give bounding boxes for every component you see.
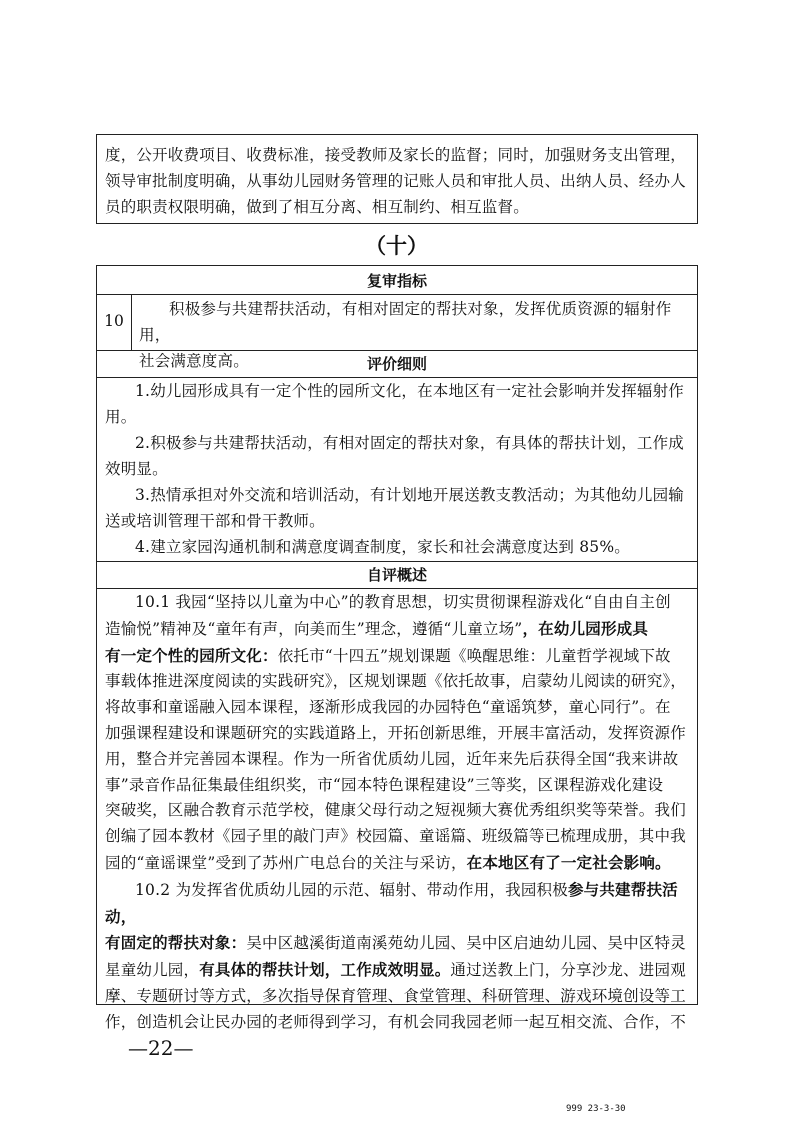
page-number: —22— xyxy=(128,1036,194,1060)
evaluation-table xyxy=(96,265,698,1031)
divider xyxy=(97,350,697,351)
criteria-list xyxy=(105,378,695,560)
section-title: （十） xyxy=(365,234,428,258)
continuation-box xyxy=(96,134,698,224)
self-eval-line: 摩、专题研讨等方式，多次指导保育管理、食堂管理、科研管理、游戏环境创设等工 xyxy=(105,986,686,1005)
text-line: 社会满意度高。 xyxy=(139,352,249,370)
self-eval-line: 用，整合并完善园本课程。作为一所省优质幼儿园，近年来先后获得全国“我来讲故 xyxy=(105,749,679,768)
self-eval-line: 10.1 我园“坚持以儿童为中心”的教育思想，切实贯彻课程游戏化“自由自主创 xyxy=(135,593,671,611)
self-eval-line: 有一定个性的园所文化：依托市“十四五”规划课题《唤醒思维：儿童哲学视域下故 xyxy=(105,645,671,665)
criteria-line: 2.积极参与共建帮扶活动，有相对固定的帮扶对象，有具体的帮扶计划，工作成 xyxy=(135,434,684,452)
self-eval-line: 事”录音作品征集最佳组织奖，市“园本特色课程建设”三等奖，区课程游戏化建设 xyxy=(105,775,664,794)
text-line: 积极参与共建帮扶活动，有相对固定的帮扶对象，发挥优质资源的辐射作用， xyxy=(139,300,672,344)
self-eval-line: 作，创造机会让民办园的老师得到学习，有机会同我园老师一起互相交流、合作，不 xyxy=(105,1012,686,1031)
index-number: 10 xyxy=(104,312,124,330)
divider xyxy=(97,294,697,295)
self-evaluation-header: 自评概述 xyxy=(366,566,427,584)
self-eval-line: 突破奖，区融合教育示范学校，健康父母行动之短视频大赛优秀组织奖等荣誉。我们 xyxy=(105,801,686,820)
self-eval-line: 星童幼儿园，有具体的帮扶计划，工作成效明显。通过送教上门，分享沙龙、进园观 xyxy=(105,960,686,980)
footer-code: 999 23-3-30 xyxy=(566,1104,626,1114)
self-eval-line: 将故事和童谣融入园本课程，逐渐形成我园的办园特色“童谣筑梦，童心同行”。在 xyxy=(105,698,671,717)
self-eval-line: 园的“童谣课堂”受到了苏州广电总台的关注与采访，在本地区有了一定社会影响。 xyxy=(105,852,671,872)
criteria-line: 1.幼儿园形成具有一定个性的园所文化，在本地区有一定社会影响并发挥辐射作 xyxy=(135,382,684,400)
text-line: 度，公开收费项目、收费标准，接受教师及家长的监督；同时，加强财务支出管理， xyxy=(105,146,686,164)
divider xyxy=(97,588,697,589)
continuation-paragraph xyxy=(105,142,695,220)
criteria-line: 用。 xyxy=(105,408,137,426)
self-eval-line: 加强课程建设和课题研究的实践道路上，开拓创新思维，开展丰富活动，发挥资源作 xyxy=(105,723,686,742)
self-eval-line: 创编了园本教材《园子里的敲门声》校园篇、童谣篇、班级篇等已梳理成册，其中我 xyxy=(105,827,686,846)
text-line: 领导审批制度明确，从事幼儿园财务管理的记账人员和审批人员、出纳人员、经办人 xyxy=(105,172,686,190)
self-evaluation-body xyxy=(105,590,695,1036)
self-eval-line: 有固定的帮扶对象：吴中区越溪街道南溪苑幼儿园、吴中区启迪幼儿园、吴中区特灵 xyxy=(105,933,686,953)
criteria-line: 送或培训管理干部和骨干教师。 xyxy=(105,512,325,530)
criteria-line: 效明显。 xyxy=(105,460,168,478)
criteria-line: 4.建立家园沟通机制和满意度调查制度，家长和社会满意度达到 85%。 xyxy=(135,538,630,556)
self-eval-line: 10.2 为发挥省优质幼儿园的示范、辐射、带动作用，我园积极参与共建帮扶活动， xyxy=(105,879,678,926)
criteria-header: 评价细则 xyxy=(366,355,427,373)
index-divider xyxy=(131,294,132,350)
self-eval-line: 事载体推进深度阅读的实践研究》，区规划课题《依托故事，启蒙幼儿阅读的研究》， xyxy=(105,672,687,691)
text-line: 员的职责权限明确，做到了相互分离、相互制约、相互监督。 xyxy=(105,198,529,216)
criteria-line: 3.热情承担对外交流和培训活动，有计划地开展送教支教活动；为其他幼儿园输 xyxy=(135,486,684,504)
review-indicator-header: 复审指标 xyxy=(366,272,427,290)
self-eval-line: 造愉悦”精神及“童年有声，向美而生”理念，遵循“儿童立场”，在幼儿园形成具 xyxy=(105,618,649,638)
divider xyxy=(97,561,697,562)
